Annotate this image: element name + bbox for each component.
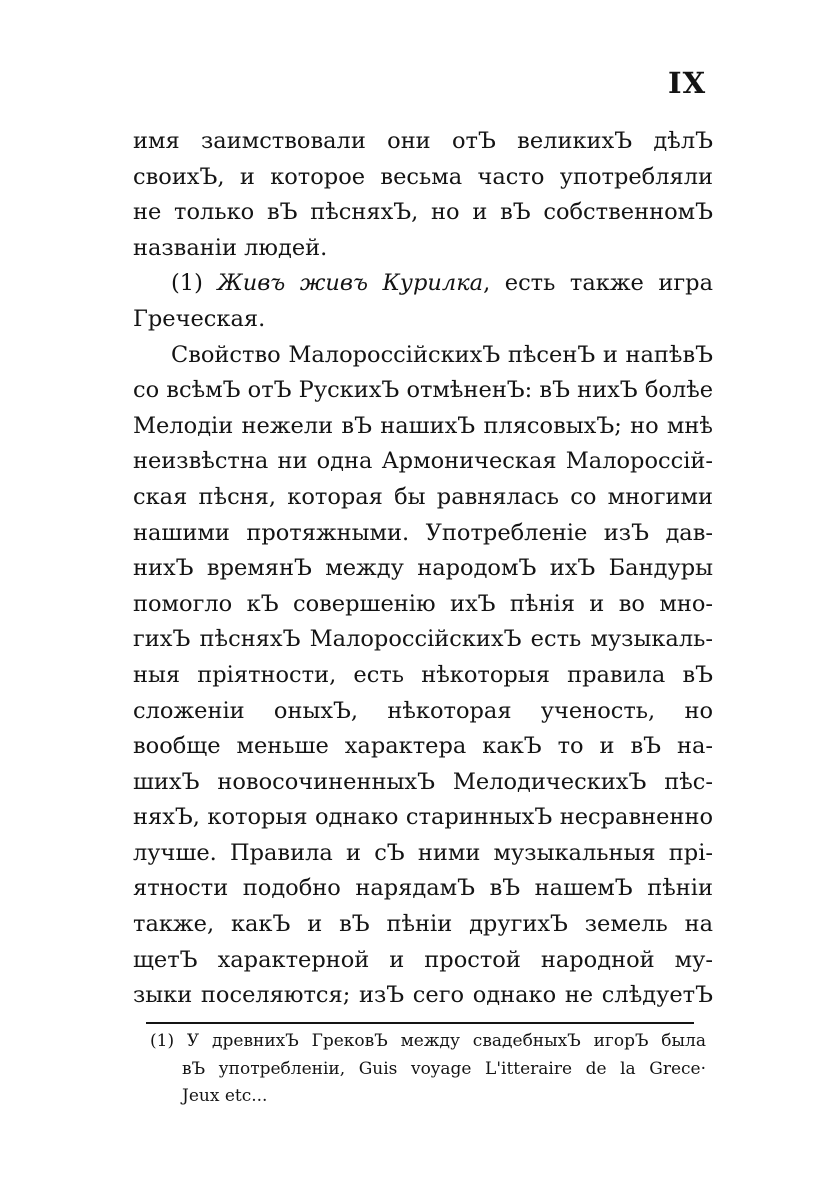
text-line: нашими протяжными. Употребленіе изЪ дав- bbox=[133, 519, 713, 546]
text-line: Греческая. bbox=[133, 305, 266, 332]
text-line: помогло кЪ совершенію ихЪ пѣнія и во мно- bbox=[133, 590, 713, 617]
text-line: имя заимствовали они отЪ великихЪ дѣлЪ bbox=[133, 128, 713, 154]
text-line: щетЪ характерной и простой народной му- bbox=[133, 946, 713, 973]
text-line: зыки поселяются; изЪ сего однако не слѣдуетЪ bbox=[133, 982, 713, 1009]
footnote-line: Jeux etc... bbox=[182, 1086, 268, 1106]
footnote-divider bbox=[146, 1022, 694, 1024]
text-line: ятности подобно нарядамЪ вЪ нашемЪ пѣніи bbox=[133, 875, 713, 902]
text-line: ныя пріятности, есть нѣкоторыя правила вЪ bbox=[133, 661, 713, 688]
text-line: ская пѣсня, которая бы равнялась со многими bbox=[133, 483, 713, 510]
footnote-ref-line: (1) Живъ живъ Курилка, есть также игра bbox=[171, 270, 713, 297]
text-line: Мелодіи нежели вЪ нашихЪ плясовыхЪ; но мнѣ bbox=[133, 412, 713, 439]
text-line: нихЪ времянЪ между народомЪ ихЪ Бандуры bbox=[133, 555, 713, 582]
body-text bbox=[133, 124, 713, 1014]
text-line: названіи людей. bbox=[133, 234, 328, 261]
text-line: гихЪ пѣсняхЪ МалороссійскихЪ есть музыкаль- bbox=[133, 626, 713, 653]
footnote-line: (1) У древнихЪ ГрековЪ между свадебныхЪ игорЪ была bbox=[150, 1031, 706, 1051]
text-line: шихЪ новосочиненныхЪ МелодическихЪ пѣс- bbox=[133, 768, 713, 795]
text-line: также, какЪ и вЪ пѣніи другихЪ земель на bbox=[133, 911, 713, 938]
paragraph-start-line: Свойство МалороссійскихЪ пѣсенЪ и напѣвЪ bbox=[171, 341, 713, 368]
text-line: не только вЪ пѣсняхЪ, но и вЪ собственномЪ bbox=[133, 199, 713, 226]
footnote-line: вЪ употребленіи, Guis voyage L'itteraire de la Grece· bbox=[182, 1058, 706, 1079]
text-line: сложеніи оныхЪ, нѣкоторая ученость, но bbox=[133, 697, 713, 724]
text-line: своихЪ, и которое весьма часто употребляли bbox=[133, 163, 713, 190]
text-line: лучше. Правила и сЪ ними музыкальныя прі- bbox=[133, 839, 713, 866]
text-line: вообще меньше характера какЪ то и вЪ на- bbox=[133, 733, 713, 760]
text-line: няхЪ, которыя однако старинныхЪ несравненно bbox=[133, 804, 713, 831]
footnote bbox=[150, 1028, 706, 1111]
page-number: IX bbox=[668, 66, 707, 100]
text-line: со всѣмЪ отЪ РускихЪ отмѣненЪ: вЪ нихЪ болѣе bbox=[133, 377, 714, 404]
text-line: неизвѣстна ни одна Армоническая Малороссій- bbox=[133, 448, 713, 475]
